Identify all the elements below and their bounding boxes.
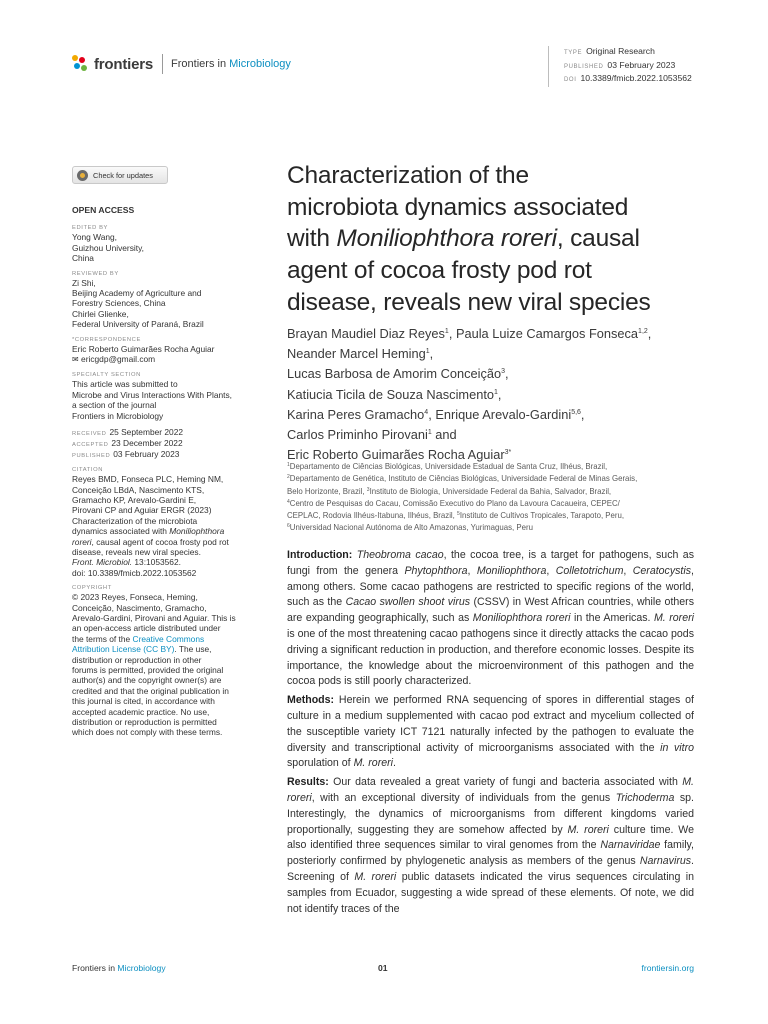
abstract-introduction: Introduction: Theobroma cacao, the cocoa tree, is a target for pathogens, such as fungi from the genera Phytophthora, Moniliophthora, Colletotrichum, Ceratocystis, among others. Some cacao pathogens are restricted to specific regions of the world, such as the Cacao swollen shoot virus (CSSV) in West African countries, while others are expanding geographically, such as Moniliophthora roreri in the Americas. M. roreri is one of the most threatening cacao pathogens since it directly attacks the cacao pods driving a significant reduction in production, and therefore economic losses. Despite its importance, the knowledge about the microenvironment of this pathogen and the cocoa pods is still poorly characterized. [287,549,694,688]
abstract-methods: Methods: Herein we performed RNA sequencing of spores in differential stages of culture in a medium supplemented with cacao pod extract and mycelium collected of the susceptible variety ICT 7121 naturally infected by the pathogen to evaluate the diversity and transcriptional activity of microorganisms associated with the in vitro sporulation of M. roreri. [287,694,695,770]
author[interactable]: Katiucia Ticila de Souza Nascimento [287,386,494,402]
article-sidebar [72,205,260,744]
citation-section: CITATION Reyes BMD, Fonseca PLC, Heming NM, Conceição LBdA, Nascimento KTS, Gramacho KP, Arevalo-Gardini E, Pirovani CP and Aguiar ERGR (2023) Characterization of the microbiota dynamics associated with Moniliophthora roreri, causal agent of cocoa frosty pod rot disease, reveals new viral species. Front. Microbiol. 13:1053562. doi: 10.3389/fmicb.2022.1053562 [72,466,260,578]
article-doi[interactable]: DOI 10.3389/fmicb.2022.1053562 [564,73,692,83]
received-date: RECEIVED 25 September 2022 [72,427,184,438]
edited-by-section: EDITED BY Yong Wang, Guizhou University, China [72,225,144,264]
article-title: Characterization of the microbiota dynamics associated with Moniliophthora roreri, causal agent of cocoa frosty pod rot disease, reveals new viral species [287,162,651,316]
abstract-results: Results: Our data revealed a great variety of fungi and bacteria associated with M. roreri, with an exceptional diversity of individuals from the genus Trichoderma sp. Interestingly, the dynamics of microorganisms from different kingdoms varied proportionally, suggesting they are somehow affected by M. roreri culture time. We also identified three sequences similar to viral genomes from the Narnaviridae family, posteriorly confirmed by phylogenetic analysis as members of the genus Narnavirus. Screening of M. roreri public datasets indicated the virus sequences circulating in samples from Ecuador, suggesting a wide spread of these elements. Of note, we did not identify traces of the [287,776,695,915]
journal-name[interactable]: Frontiers in Microbiology [171,58,291,70]
author[interactable]: Lucas Barbosa de Amorim Conceição [287,366,502,382]
accepted-date: ACCEPTED 23 December 2022 [72,438,183,449]
cc-by-link[interactable]: Attribution License (CC BY) [72,644,175,655]
footer-site-link[interactable]: frontiersin.org [641,963,694,973]
affiliations: $^1$Departamento de Ciências Biológicas, Universidade Estadual de Santa Cruz, Ilhéus, Brazil, $^2$Departamento de Genética, Instituto de Ciências Biológicas, Universidade Federal de Minas Gerais, Belo Horizonte, Brazil, $^3$Instituto de Biologia, Universidade Federal da Bahia, Salvador, Brazil, $^4$Centro de Pesquisas do Cacau, Comissão Executivo do Plano da Lavoura Cacaueira, CEPEC/ CEPLAC, Rodovia Ilhéus-Itabuna, Ilhéus, Brazil, $^5$Instituto de Cultivos Tropicales, Tarapoto, Peru, $^6$Universidad Nacional Autónoma de Alto Amazonas, Yurimaguas, Peru [287,462,638,533]
page-number: 01 [378,963,388,973]
author[interactable]: Neander Marcel Heming [287,346,426,362]
frontiers-logo-icon [72,55,90,73]
check-updates-button[interactable]: Check for updates [72,166,168,184]
check-updates-icon [77,170,88,181]
citation-doi[interactable]: doi: 10.3389/fmicb.2022.1053562 [72,567,197,578]
author[interactable]: Paula Luize Camargos Fonseca [455,326,639,341]
header-divider [162,54,163,74]
article-type: TYPE Original Research [564,46,655,56]
cc-license-link[interactable]: Creative Commons [132,633,205,644]
correspondence-section: *CORRESPONDENCE Eric Roberto Guimarães Rocha Aguiar ✉ ericgdp@gmail.com [72,336,260,366]
open-access-label: OPEN ACCESS [72,205,135,215]
reviewed-by-section: REVIEWED BY Zi Shi, Beijing Academy of Agriculture and Forestry Sciences, China Chirlei Glienke, Federal University of Paraná, Brazil [72,270,204,330]
specialty-section: SPECIALTY SECTION This article was submitted to Microbe and Virus Interactions With Plants, a section of the journal Frontiers in Microbiology [72,372,232,421]
journal-header [72,50,291,78]
author[interactable]: Eric Roberto Guimarães Rocha Aguiar [287,447,505,463]
author[interactable]: Enrique Arevalo-Gardini [435,406,572,422]
dates-section [72,427,260,460]
author[interactable]: Karina Peres Gramacho [287,406,425,422]
author[interactable]: Brayan Maudiel Diaz Reyes [287,326,445,341]
article-published: PUBLISHED 03 February 2023 [564,59,676,70]
abstract [287,548,694,920]
published-date: PUBLISHED 03 February 2023 [72,449,180,460]
author[interactable]: Carlos Priminho Pirovani [287,427,428,443]
logo-text: frontiers [94,55,154,73]
correspondence-email[interactable]: ✉ ericgdp@gmail.com [72,354,156,365]
mail-icon: ✉ [72,355,79,365]
author-list: Brayan Maudiel Diaz Reyes$^1$, Paula Luize Camargos Fonseca$^{1,2}$, Neander Marcel Heming$^1$, Lucas Barbosa de Amorim Conceição$^3$, Katiucia Ticila de Souza Nascimento$^1$, Karina Peres Gramacho$^4$, Enrique Arevalo-Gardini$^{5,6}$, Carlos Priminho Pirovani$^1$ and Eric Roberto Guimarães Rocha Aguiar$^{3*}$ [287,326,652,463]
article-meta [548,46,692,87]
footer-journal[interactable]: Frontiers in Microbiology [72,963,166,973]
frontiers-logo[interactable] [72,55,153,73]
copyright-section: COPYRIGHT © 2023 Reyes, Fonseca, Heming, Conceição, Nascimento, Gramacho, Arevalo-Gardini, Pirovani and Aguiar. This is an open-access article distributed under the terms of the Creative Commons Attribution License (CC BY). The use, distribution or reproduction in other forums is permitted, provided the original author(s) and the copyright owner(s) are credited and that the original publication in this journal is cited, in accordance with accepted academic practice. No use, distribution or reproduction is permitted which does not comply with these terms. [72,585,236,738]
